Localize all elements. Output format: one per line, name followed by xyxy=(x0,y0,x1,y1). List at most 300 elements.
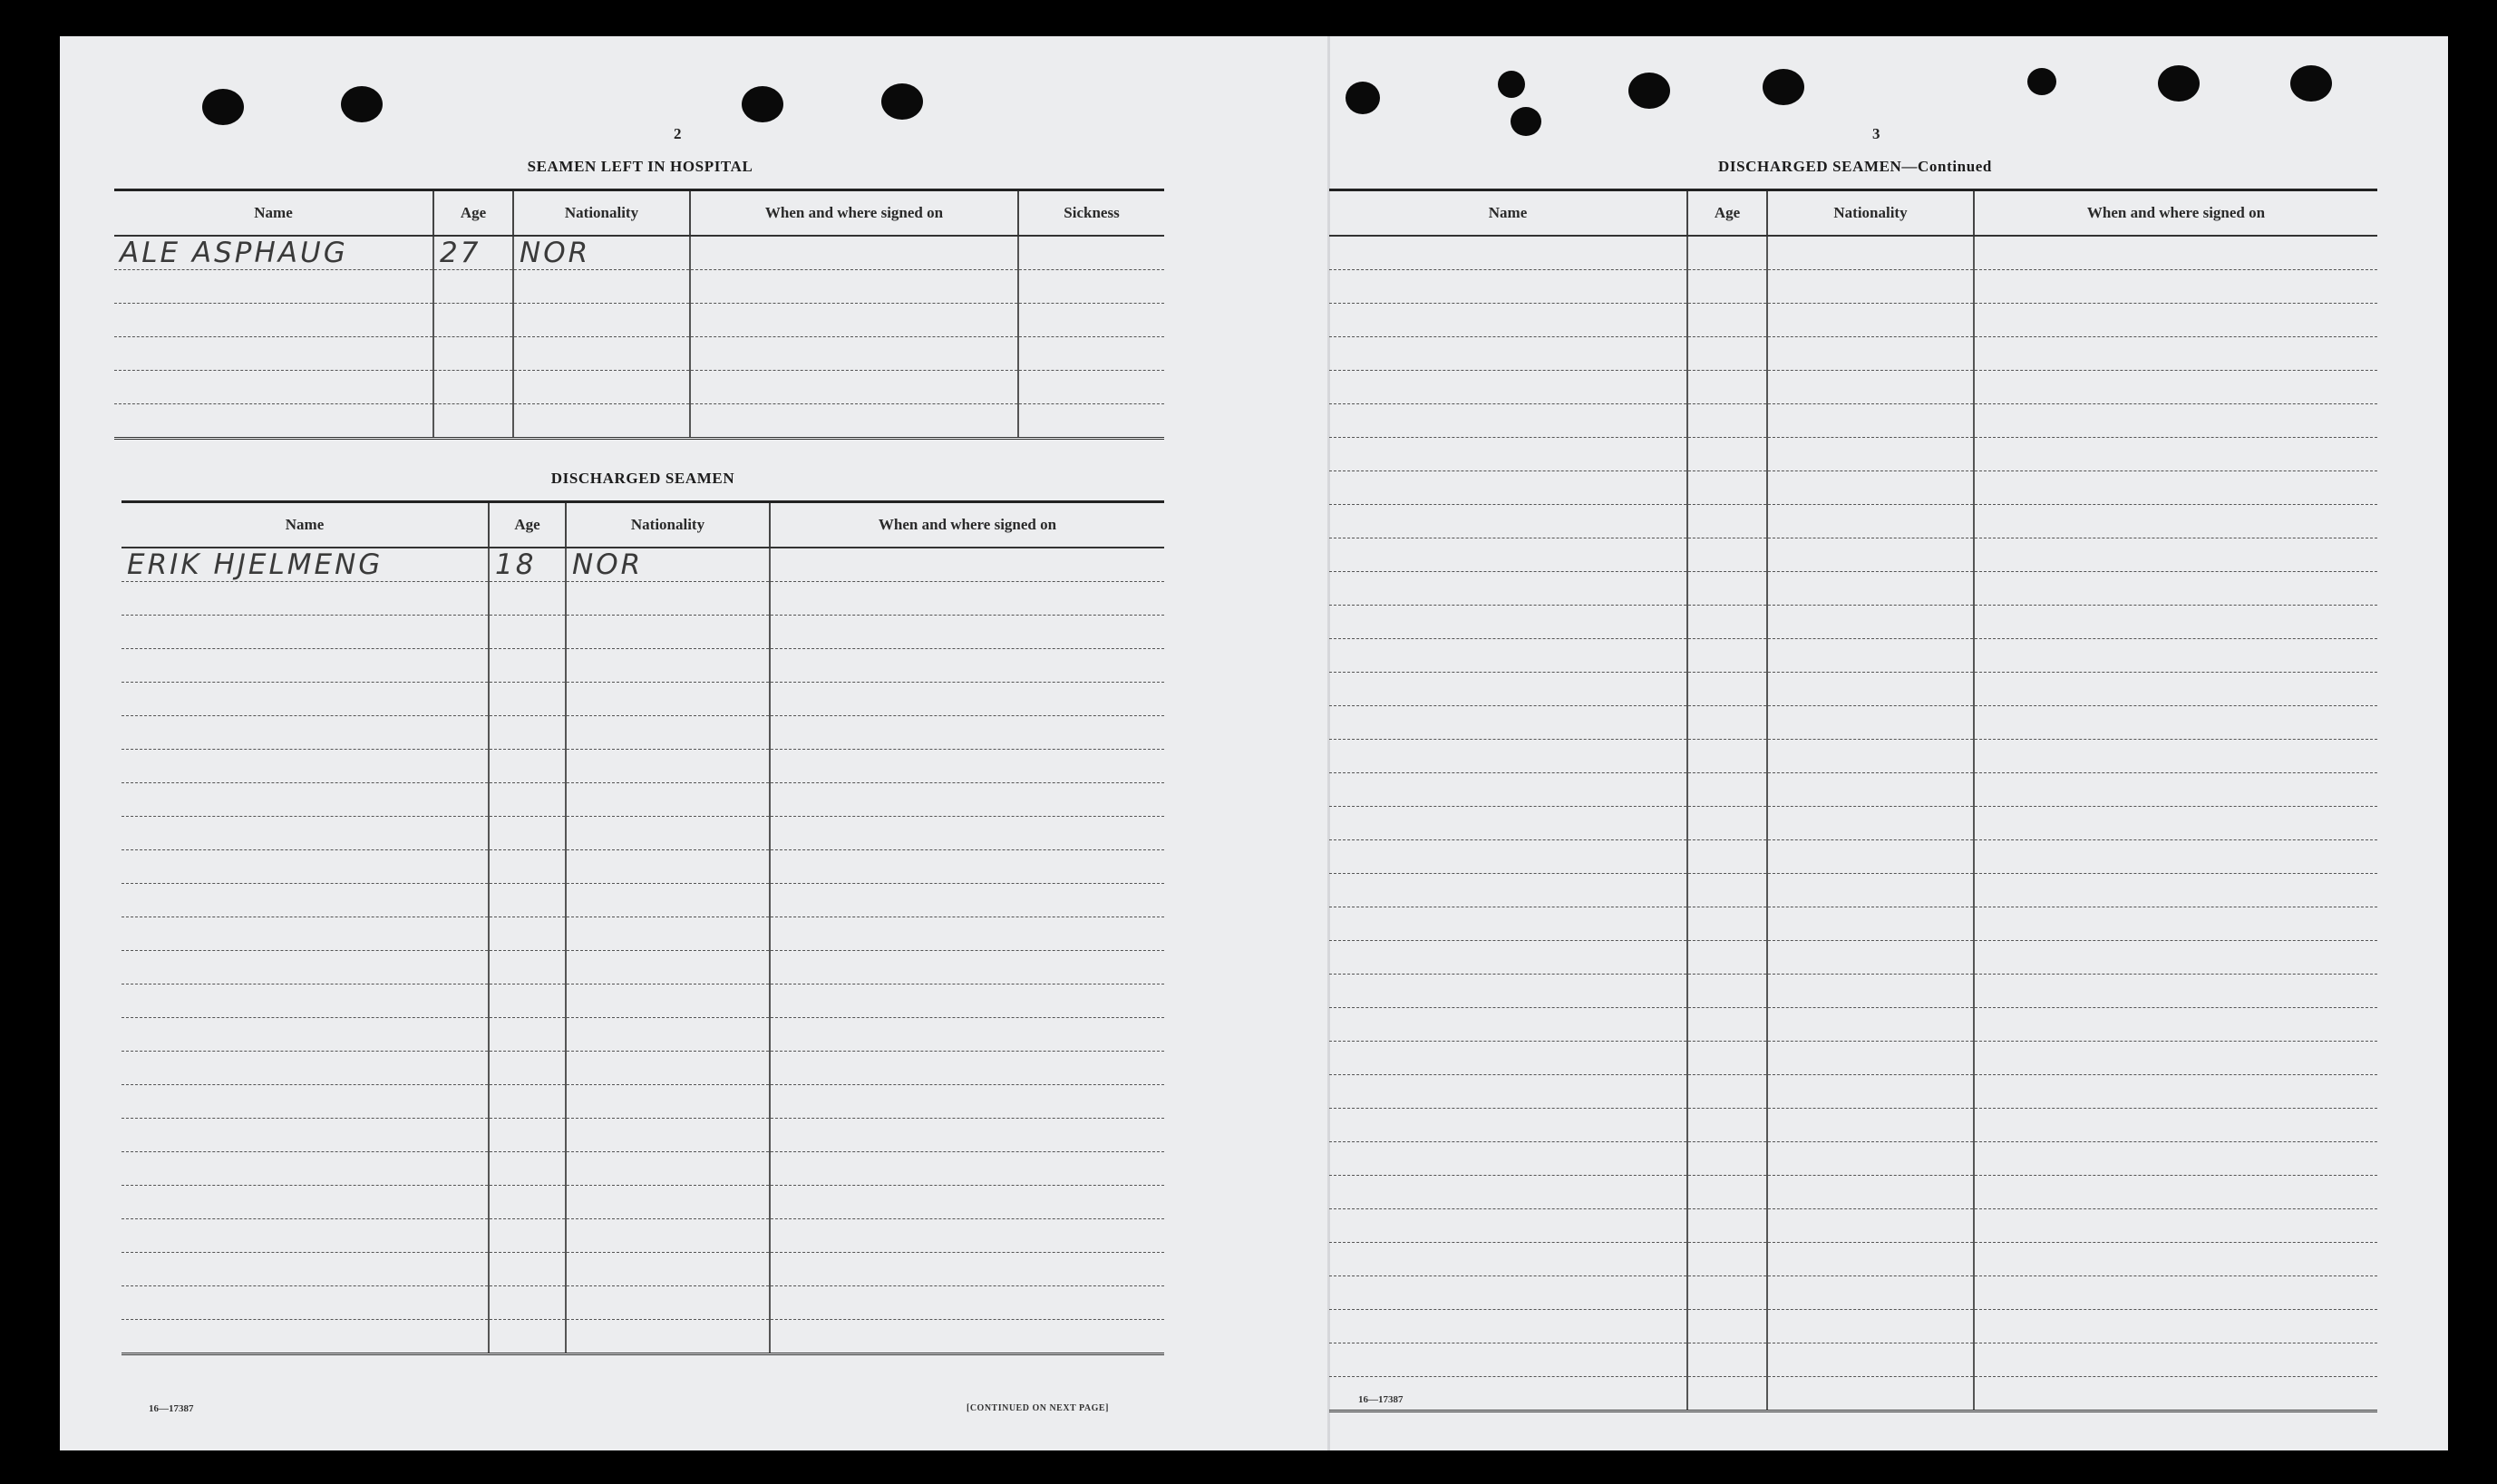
table-cell xyxy=(1329,941,1687,975)
table-row xyxy=(114,304,1164,337)
table-cell xyxy=(1974,740,2377,773)
table-cell xyxy=(121,1018,489,1052)
table-cell xyxy=(1767,471,1974,505)
table-cell xyxy=(1687,1042,1767,1075)
table-row xyxy=(121,1219,1164,1253)
table-header-row xyxy=(121,502,1164,548)
table-cell xyxy=(770,1052,1164,1085)
table-row xyxy=(121,1018,1164,1052)
table-row xyxy=(121,1286,1164,1320)
table-cell xyxy=(513,270,690,304)
table-cell xyxy=(1329,1209,1687,1243)
table-cell xyxy=(489,1186,566,1219)
table-row xyxy=(121,850,1164,884)
table-cell xyxy=(489,984,566,1018)
table-cell xyxy=(114,304,433,337)
table-cell xyxy=(566,1052,770,1085)
table-cell xyxy=(489,1152,566,1186)
table-cell xyxy=(1974,371,2377,404)
table-cell xyxy=(1329,538,1687,572)
table-cell xyxy=(1018,304,1164,337)
table-cell xyxy=(770,1286,1164,1320)
column-header-name: Name xyxy=(1329,190,1687,237)
table-cell xyxy=(114,371,433,404)
table-row xyxy=(1329,404,2377,438)
table-cell xyxy=(1687,404,1767,438)
form-number: 16—17387 xyxy=(1358,1394,1404,1405)
table-cell xyxy=(1974,1310,2377,1343)
table-cell xyxy=(770,783,1164,817)
table-cell xyxy=(1329,505,1687,538)
table-row xyxy=(121,951,1164,984)
table-cell xyxy=(1018,337,1164,371)
table-cell xyxy=(1767,1209,1974,1243)
table-row xyxy=(121,783,1164,817)
table-row xyxy=(121,548,1164,582)
table-cell xyxy=(121,917,489,951)
table-cell xyxy=(1687,941,1767,975)
table-row xyxy=(1329,304,2377,337)
table-cell xyxy=(1687,1243,1767,1276)
table-cell xyxy=(690,337,1018,371)
table-cell xyxy=(566,1152,770,1186)
right-page xyxy=(1329,73,2449,1414)
table-row xyxy=(1329,1142,2377,1176)
table-cell xyxy=(1687,1276,1767,1310)
table-row xyxy=(1329,1310,2377,1343)
table-cell xyxy=(1767,1377,1974,1411)
table-cell xyxy=(1329,740,1687,773)
table-cell xyxy=(1329,639,1687,673)
table-cell xyxy=(1767,1343,1974,1377)
table-row xyxy=(1329,1209,2377,1243)
table-row xyxy=(121,1186,1164,1219)
table-cell xyxy=(489,683,566,716)
table-cell xyxy=(770,616,1164,649)
table-cell xyxy=(1687,471,1767,505)
table-cell xyxy=(1767,807,1974,840)
table-cell xyxy=(1687,1209,1767,1243)
table-cell xyxy=(770,548,1164,582)
table-cell xyxy=(1767,270,1974,304)
table-cell xyxy=(1329,1343,1687,1377)
table-cell xyxy=(121,850,489,884)
table-row xyxy=(1329,740,2377,773)
table-cell xyxy=(1974,404,2377,438)
column-header-nationality: Nationality xyxy=(1767,190,1974,237)
table-cell xyxy=(1767,304,1974,337)
continued-note: [CONTINUED ON NEXT PAGE] xyxy=(967,1403,1109,1413)
table-cell xyxy=(1329,807,1687,840)
table-cell xyxy=(489,582,566,616)
table-cell xyxy=(566,1018,770,1052)
table-cell xyxy=(489,850,566,884)
table-cell xyxy=(489,1253,566,1286)
table-cell xyxy=(121,683,489,716)
table-cell xyxy=(121,716,489,750)
table-cell xyxy=(121,616,489,649)
table-cell xyxy=(1687,1109,1767,1142)
table-cell xyxy=(566,917,770,951)
table-row xyxy=(1329,438,2377,471)
table-cell xyxy=(1974,471,2377,505)
table-cell xyxy=(1018,371,1164,404)
table-row xyxy=(121,984,1164,1018)
table-cell xyxy=(1687,438,1767,471)
table-cell xyxy=(566,1320,770,1354)
table-cell xyxy=(1687,1008,1767,1042)
discharged-table xyxy=(121,500,1164,1355)
table-cell xyxy=(566,1085,770,1119)
table-row xyxy=(1329,975,2377,1008)
table-row xyxy=(114,236,1164,270)
table-cell xyxy=(1974,706,2377,740)
table-cell xyxy=(489,884,566,917)
table-row xyxy=(1329,1176,2377,1209)
table-cell xyxy=(121,817,489,850)
table-cell xyxy=(566,1186,770,1219)
table-cell xyxy=(1974,874,2377,907)
table-row xyxy=(1329,1377,2377,1411)
table-cell xyxy=(770,917,1164,951)
table-cell xyxy=(433,371,513,404)
table-cell: 18 xyxy=(489,548,566,582)
table-cell xyxy=(1974,1377,2377,1411)
table-row xyxy=(1329,270,2377,304)
table-cell xyxy=(121,1119,489,1152)
table-cell xyxy=(1329,1008,1687,1042)
column-header-name: Name xyxy=(114,190,433,237)
table-cell xyxy=(770,1186,1164,1219)
table-cell xyxy=(513,304,690,337)
table-row xyxy=(114,337,1164,371)
table-cell xyxy=(1687,1310,1767,1343)
table-cell xyxy=(770,1320,1164,1354)
table-cell xyxy=(1687,304,1767,337)
discharged-table-body xyxy=(121,548,1164,1354)
table-row xyxy=(1329,639,2377,673)
table-cell xyxy=(1687,740,1767,773)
column-header-signed-on: When and where signed on xyxy=(690,190,1018,237)
table-cell xyxy=(566,1119,770,1152)
column-header-nationality: Nationality xyxy=(566,502,770,548)
table-cell xyxy=(1687,337,1767,371)
table-cell xyxy=(1687,371,1767,404)
table-cell xyxy=(1767,1142,1974,1176)
table-cell xyxy=(1329,1276,1687,1310)
table-cell xyxy=(489,1119,566,1152)
table-row xyxy=(1329,807,2377,840)
table-cell xyxy=(1974,1176,2377,1209)
table-row xyxy=(121,917,1164,951)
table-cell xyxy=(1974,1343,2377,1377)
hospital-table-body xyxy=(114,236,1164,439)
table-cell xyxy=(1767,404,1974,438)
table-cell xyxy=(1687,606,1767,639)
column-header-age: Age xyxy=(1687,190,1767,237)
table-row xyxy=(121,616,1164,649)
table-row xyxy=(1329,371,2377,404)
table-cell xyxy=(1767,1310,1974,1343)
table-cell xyxy=(121,1320,489,1354)
table-cell xyxy=(770,1085,1164,1119)
table-cell xyxy=(114,270,433,304)
table-cell xyxy=(1974,1008,2377,1042)
table-cell xyxy=(770,1119,1164,1152)
table-cell xyxy=(770,582,1164,616)
table-cell xyxy=(1974,639,2377,673)
table-cell xyxy=(1329,404,1687,438)
table-cell xyxy=(566,1253,770,1286)
table-row xyxy=(121,750,1164,783)
table-cell xyxy=(566,649,770,683)
table-cell xyxy=(690,236,1018,270)
table-cell xyxy=(1687,773,1767,807)
table-cell xyxy=(1767,975,1974,1008)
table-cell xyxy=(1687,505,1767,538)
table-row xyxy=(121,1052,1164,1085)
table-cell xyxy=(121,1085,489,1119)
table-cell xyxy=(1974,1243,2377,1276)
table-cell xyxy=(1974,975,2377,1008)
table-cell xyxy=(433,337,513,371)
table-cell xyxy=(1687,639,1767,673)
discharged-continued-table xyxy=(1329,189,2377,1412)
table-cell xyxy=(566,783,770,817)
table-cell xyxy=(489,1018,566,1052)
table-cell xyxy=(1974,773,2377,807)
table-row xyxy=(1329,941,2377,975)
table-cell xyxy=(121,951,489,984)
table-row xyxy=(121,683,1164,716)
table-cell xyxy=(1974,673,2377,706)
column-header-age: Age xyxy=(489,502,566,548)
column-header-nationality: Nationality xyxy=(513,190,690,237)
table-cell xyxy=(1767,538,1974,572)
table-cell xyxy=(121,1219,489,1253)
table-row xyxy=(121,1320,1164,1354)
table-cell xyxy=(566,582,770,616)
hospital-section-title: SEAMEN LEFT IN HOSPITAL xyxy=(527,158,753,175)
table-cell xyxy=(1974,907,2377,941)
table-header-row xyxy=(1329,190,2377,237)
table-row xyxy=(121,1152,1164,1186)
table-cell: NOR xyxy=(566,548,770,582)
table-row xyxy=(1329,1109,2377,1142)
table-cell xyxy=(1767,1176,1974,1209)
table-cell xyxy=(489,917,566,951)
table-cell xyxy=(1767,1075,1974,1109)
table-cell xyxy=(1329,1042,1687,1075)
table-row xyxy=(121,716,1164,750)
table-cell xyxy=(1329,371,1687,404)
table-cell xyxy=(1767,773,1974,807)
table-cell xyxy=(566,1286,770,1320)
table-cell xyxy=(1974,1109,2377,1142)
table-cell xyxy=(1687,572,1767,606)
table-cell xyxy=(1687,1142,1767,1176)
table-row xyxy=(1329,1075,2377,1109)
table-cell xyxy=(1767,907,1974,941)
form-number: 16—17387 xyxy=(149,1403,194,1414)
table-cell xyxy=(489,1286,566,1320)
table-cell xyxy=(1687,1377,1767,1411)
table-cell xyxy=(1687,1075,1767,1109)
table-cell xyxy=(566,750,770,783)
table-cell xyxy=(1974,807,2377,840)
table-cell xyxy=(1329,572,1687,606)
table-row xyxy=(114,371,1164,404)
table-cell xyxy=(1767,740,1974,773)
table-cell xyxy=(1767,840,1974,874)
table-row xyxy=(1329,907,2377,941)
document-sheet xyxy=(60,36,2448,1450)
table-cell xyxy=(1687,840,1767,874)
table-cell xyxy=(121,1186,489,1219)
table-cell xyxy=(1974,572,2377,606)
table-cell xyxy=(770,850,1164,884)
table-row xyxy=(1329,606,2377,639)
table-cell xyxy=(1329,1075,1687,1109)
table-cell xyxy=(1767,505,1974,538)
table-cell xyxy=(1687,874,1767,907)
table-row xyxy=(121,1085,1164,1119)
table-cell xyxy=(121,582,489,616)
table-row xyxy=(1329,236,2377,270)
table-cell xyxy=(1974,236,2377,270)
table-cell xyxy=(1329,337,1687,371)
table-cell: ERIK HJELMENG xyxy=(121,548,489,582)
table-cell xyxy=(114,404,433,439)
table-cell: ALE ASPHAUG xyxy=(114,236,433,270)
table-cell xyxy=(1974,337,2377,371)
left-page xyxy=(114,73,1325,1414)
table-cell xyxy=(1329,606,1687,639)
table-cell xyxy=(1974,270,2377,304)
table-cell xyxy=(1018,404,1164,439)
table-cell xyxy=(770,817,1164,850)
table-cell xyxy=(1687,975,1767,1008)
table-cell xyxy=(1767,572,1974,606)
table-cell xyxy=(489,616,566,649)
table-cell xyxy=(433,404,513,439)
table-cell xyxy=(513,371,690,404)
table-row xyxy=(114,270,1164,304)
table-cell xyxy=(121,984,489,1018)
table-cell xyxy=(1687,538,1767,572)
table-cell xyxy=(1767,941,1974,975)
table-cell xyxy=(1329,975,1687,1008)
column-header-signed-on: When and where signed on xyxy=(770,502,1164,548)
table-cell xyxy=(489,716,566,750)
table-cell xyxy=(770,984,1164,1018)
table-cell xyxy=(1974,606,2377,639)
table-cell xyxy=(566,884,770,917)
table-cell xyxy=(489,649,566,683)
table-cell xyxy=(1687,807,1767,840)
table-cell: NOR xyxy=(513,236,690,270)
table-cell xyxy=(1018,270,1164,304)
table-cell xyxy=(1767,371,1974,404)
table-row xyxy=(1329,706,2377,740)
table-cell xyxy=(1329,673,1687,706)
table-cell xyxy=(1687,236,1767,270)
table-cell xyxy=(1329,706,1687,740)
table-cell xyxy=(1974,1276,2377,1310)
table-cell xyxy=(690,304,1018,337)
table-cell xyxy=(1974,1042,2377,1075)
table-cell xyxy=(1767,1109,1974,1142)
table-row xyxy=(121,1119,1164,1152)
table-cell xyxy=(770,750,1164,783)
table-cell xyxy=(566,616,770,649)
table-cell xyxy=(690,404,1018,439)
table-cell xyxy=(433,270,513,304)
table-cell xyxy=(770,649,1164,683)
table-cell xyxy=(1329,471,1687,505)
table-cell xyxy=(1018,236,1164,270)
table-row xyxy=(121,649,1164,683)
table-row xyxy=(121,884,1164,917)
hospital-table xyxy=(114,189,1164,440)
table-cell xyxy=(121,1052,489,1085)
table-cell xyxy=(121,783,489,817)
table-cell xyxy=(489,1052,566,1085)
discharged-continued-title: DISCHARGED SEAMEN—Continued xyxy=(1718,158,1992,175)
table-header-row xyxy=(114,190,1164,237)
table-cell xyxy=(1329,236,1687,270)
table-cell xyxy=(489,817,566,850)
table-cell xyxy=(1329,1142,1687,1176)
table-cell xyxy=(690,371,1018,404)
table-cell xyxy=(770,1018,1164,1052)
table-row xyxy=(1329,337,2377,371)
table-cell xyxy=(1974,840,2377,874)
column-header-sickness: Sickness xyxy=(1018,190,1164,237)
table-cell xyxy=(1767,874,1974,907)
table-cell xyxy=(121,884,489,917)
table-row xyxy=(1329,773,2377,807)
table-cell xyxy=(489,1085,566,1119)
table-cell xyxy=(513,337,690,371)
table-cell xyxy=(770,951,1164,984)
table-row xyxy=(1329,538,2377,572)
table-cell xyxy=(1329,438,1687,471)
table-cell xyxy=(1329,1109,1687,1142)
table-cell xyxy=(566,716,770,750)
table-cell xyxy=(121,1253,489,1286)
table-cell xyxy=(489,1219,566,1253)
table-row xyxy=(1329,572,2377,606)
table-cell xyxy=(1329,304,1687,337)
table-row xyxy=(1329,840,2377,874)
table-cell xyxy=(566,850,770,884)
table-cell xyxy=(489,1320,566,1354)
table-cell xyxy=(1329,907,1687,941)
table-cell xyxy=(770,1219,1164,1253)
table-cell xyxy=(770,1152,1164,1186)
column-header-signed-on: When and where signed on xyxy=(1974,190,2377,237)
table-row xyxy=(1329,673,2377,706)
table-cell xyxy=(1974,1209,2377,1243)
table-cell xyxy=(1767,606,1974,639)
table-cell xyxy=(1687,673,1767,706)
table-cell xyxy=(1687,1343,1767,1377)
table-cell xyxy=(433,304,513,337)
column-header-name: Name xyxy=(121,502,489,548)
table-cell xyxy=(1329,1310,1687,1343)
table-cell xyxy=(121,1286,489,1320)
